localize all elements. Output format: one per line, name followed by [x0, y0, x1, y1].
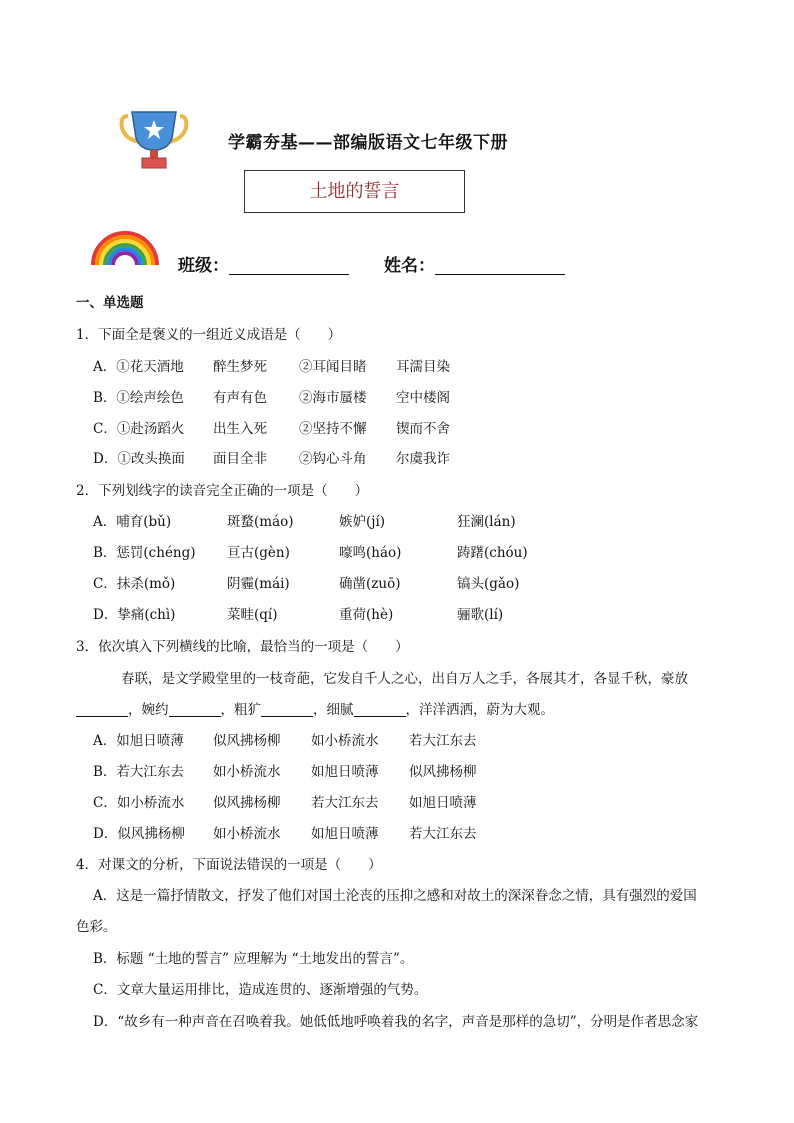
option-part: A．如旭日喷薄: [93, 733, 184, 749]
option-part: 狂澜(lán): [457, 514, 516, 530]
option-part: A．哺育(bǔ): [93, 514, 172, 530]
option-part: ②坚持不懈: [299, 421, 367, 437]
class-blank[interactable]: [229, 256, 349, 275]
option-part: 嫉妒(jí): [339, 514, 386, 530]
option-part: B．惩罚(chéng): [93, 545, 196, 561]
question-3-passage-line: [76, 698, 554, 718]
option-part: ②钩心斗角: [299, 451, 367, 467]
question-3-passage-line: 春联，是文学殿堂里的一枝奇葩，它发自千人之心，出自万人之手，各展其才，各显千秋，豪放: [121, 671, 688, 687]
option-part: ②海市蜃楼: [299, 390, 367, 406]
question-1-option-c: [93, 417, 450, 437]
name-field: [384, 251, 565, 276]
option-part: 亘古(gèn): [227, 545, 290, 561]
option-part: C．①赴汤蹈火: [93, 421, 185, 437]
trophy-icon: [118, 108, 190, 170]
passage-segment: ，洋洋洒洒，蔚为大观。: [405, 702, 554, 718]
option-part: 踌躇(chóu): [457, 545, 528, 561]
option-part: 似风拂杨柳: [213, 733, 281, 749]
option-part: D．①改头换面: [93, 451, 185, 467]
question-3-stem: 3．依次填入下列横线的比喻，最恰当的一项是（ ）: [76, 639, 409, 655]
question-3-option-b: [93, 760, 477, 780]
section-heading: 一、单选题: [76, 295, 144, 311]
option-part: B．①绘声绘色: [93, 390, 184, 406]
option-part: 嚎鸣(háo): [339, 545, 402, 561]
name-blank[interactable]: [435, 256, 565, 275]
option-part: 如小桥流水: [311, 733, 379, 749]
option-part: 面目全非: [213, 451, 267, 467]
question-2-option-d: [93, 603, 503, 623]
question-2-option-a: [93, 510, 516, 530]
question-4-option-a: A．这是一篇抒情散文，抒发了他们对国土沦丧的压抑之感和对故土的深深眷念之情，具有强烈的爱国: [93, 888, 697, 904]
question-1-stem: 1．下面全是褒义的一组近义成语是（ ）: [76, 327, 342, 343]
option-part: 有声有色: [213, 390, 267, 406]
option-part: 菜畦(qí): [227, 607, 278, 623]
question-2-option-c: [93, 572, 519, 592]
question-1-option-d: [93, 447, 450, 467]
option-part: 如小桥流水: [213, 764, 281, 780]
fill-blank[interactable]: [76, 702, 128, 717]
option-part: 耳濡目染: [396, 359, 450, 375]
option-part: 醉生梦死: [213, 359, 267, 375]
option-part: B．若大江东去: [93, 764, 184, 780]
passage-segment: ，粗犷: [220, 702, 261, 718]
option-part: 似风拂杨柳: [409, 764, 477, 780]
name-label: 姓名：: [384, 256, 435, 276]
option-part: 锲而不舍: [396, 421, 450, 437]
document-title: 学霸夯基——部编版语文七年级下册: [228, 133, 508, 153]
passage-segment: ，细腻: [313, 702, 354, 718]
option-part: 如小桥流水: [213, 826, 281, 842]
option-part: 阴霾(mái): [227, 576, 290, 592]
option-part: C．如小桥流水: [93, 795, 185, 811]
fill-blank[interactable]: [261, 702, 313, 717]
passage-segment: ，婉约: [128, 702, 169, 718]
option-part: 确凿(zuō): [339, 576, 401, 592]
option-part: 出生入死: [213, 421, 267, 437]
option-part: D．似风拂杨柳: [93, 826, 185, 842]
class-label: 班级：: [178, 256, 229, 276]
option-part: 镐头(gǎo): [457, 576, 520, 592]
question-4-option-a-continued: 色彩。: [76, 919, 117, 935]
option-part: 斑蝥(máo): [227, 514, 294, 530]
question-3-option-a: [93, 729, 477, 749]
option-part: A．①花天酒地: [93, 359, 184, 375]
option-part: C．抹杀(mǒ): [93, 576, 176, 592]
question-1-option-a: [93, 355, 450, 375]
question-3-option-c: [93, 791, 477, 811]
fill-blank[interactable]: [354, 702, 406, 717]
option-part: 骊歌(lí): [457, 607, 504, 623]
option-part: 重荷(hè): [339, 607, 394, 623]
option-part: 如旭日喷薄: [311, 764, 379, 780]
question-4-option-c: C．文章大量运用排比，造成连贯的、逐渐增强的气势。: [93, 982, 428, 998]
option-part: 若大江东去: [311, 795, 379, 811]
question-3-option-d: [93, 822, 477, 842]
question-2-stem: 2．下列划线字的读音完全正确的一项是（ ）: [76, 483, 369, 499]
option-part: 如旭日喷薄: [409, 795, 477, 811]
option-part: D．挚痛(chì): [93, 607, 176, 623]
fill-blank[interactable]: [169, 702, 221, 717]
class-field: [178, 251, 349, 276]
question-1-option-b: [93, 386, 450, 406]
option-part: 若大江东去: [409, 826, 477, 842]
question-4-option-b: B．标题 “土地的誓言” 应理解为 “土地发出的誓言”。: [93, 951, 414, 967]
question-2-option-b: [93, 541, 528, 561]
option-part: ②耳闻目睹: [299, 359, 367, 375]
option-part: 如旭日喷薄: [311, 826, 379, 842]
option-part: 似风拂杨柳: [213, 795, 281, 811]
option-part: 若大江东去: [409, 733, 477, 749]
rainbow-icon: [89, 227, 161, 267]
question-4-option-d: D．“故乡有一种声音在召唤着我。她低低地呼唤着我的名字，声音是那样的急切”，分明是作者思念家: [93, 1014, 699, 1030]
option-part: 尔虞我诈: [396, 451, 450, 467]
option-part: 空中楼阁: [396, 390, 450, 406]
question-4-stem: 4．对课文的分析，下面说法错误的一项是（ ）: [76, 857, 382, 873]
lesson-title-box: 土地的誓言: [244, 170, 465, 213]
